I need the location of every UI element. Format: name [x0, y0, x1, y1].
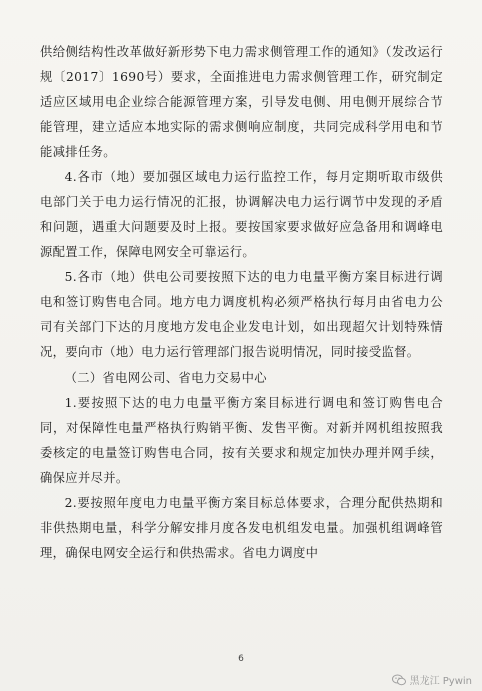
document-body: [40, 40, 443, 566]
watermark: [392, 672, 472, 687]
paragraph-continuation: 供给侧结构性改革做好新形势下电力需求侧管理工作的通知》（发改运行规〔2017〕1690号）要求，全面推进电力需求侧管理工作，研究制定适应区域用电企业综合能源管理方案，引导发电侧、用电侧开展综合节能管理，建立适应本地实际的需求侧响应制度，共同完成科学用电和节能减排任务。: [40, 45, 443, 159]
paragraph-item-4: 4.各市（地）要加强区域电力运行监控工作，每月定期听取市级供电部门关于电力运行情况的汇报，协调解决电力运行调节中发现的矛盾和问题，遇重大问题要及时上报。要按国家要求做好应急备用和调峰电源配置工作，保障电网安全可靠运行。: [40, 170, 443, 259]
page-number: 6: [238, 654, 244, 664]
wechat-icon: [392, 674, 406, 686]
paragraph-item-1: 1.要按照下达的电力电量平衡方案目标进行调电和签订购售电合同，对保障性电量严格执行购销平衡、发售平衡。对新并网机组按照我委核定的电量签订购售电合同，按有关要求和规定加快办理并网手续，确保应并尽并。: [40, 396, 443, 485]
section-heading: （二）省电网公司、省电力交易中心: [64, 371, 267, 385]
paragraph-item-5: 5.各市（地）供电公司要按照下达的电力电量平衡方案目标进行调电和签订购售电合同。地方电力调度机构必须严格执行每月由省电力公司有关部门下达的月度地方发电企业发电计划，如出现超欠计划特殊情况，要向市（地）电力运行管理部门报告说明情况，同时接受监督。: [40, 270, 443, 359]
watermark-text: 黑龙江 Pywin: [409, 676, 472, 687]
paragraph-item-2: 2.要按照年度电力电量平衡方案目标总体要求，合理分配供热期和非供热期电量，科学分解安排月度各发电机组发电量。加强机组调峰管理，确保电网安全运行和供热需求。省电力调度中: [40, 496, 443, 560]
